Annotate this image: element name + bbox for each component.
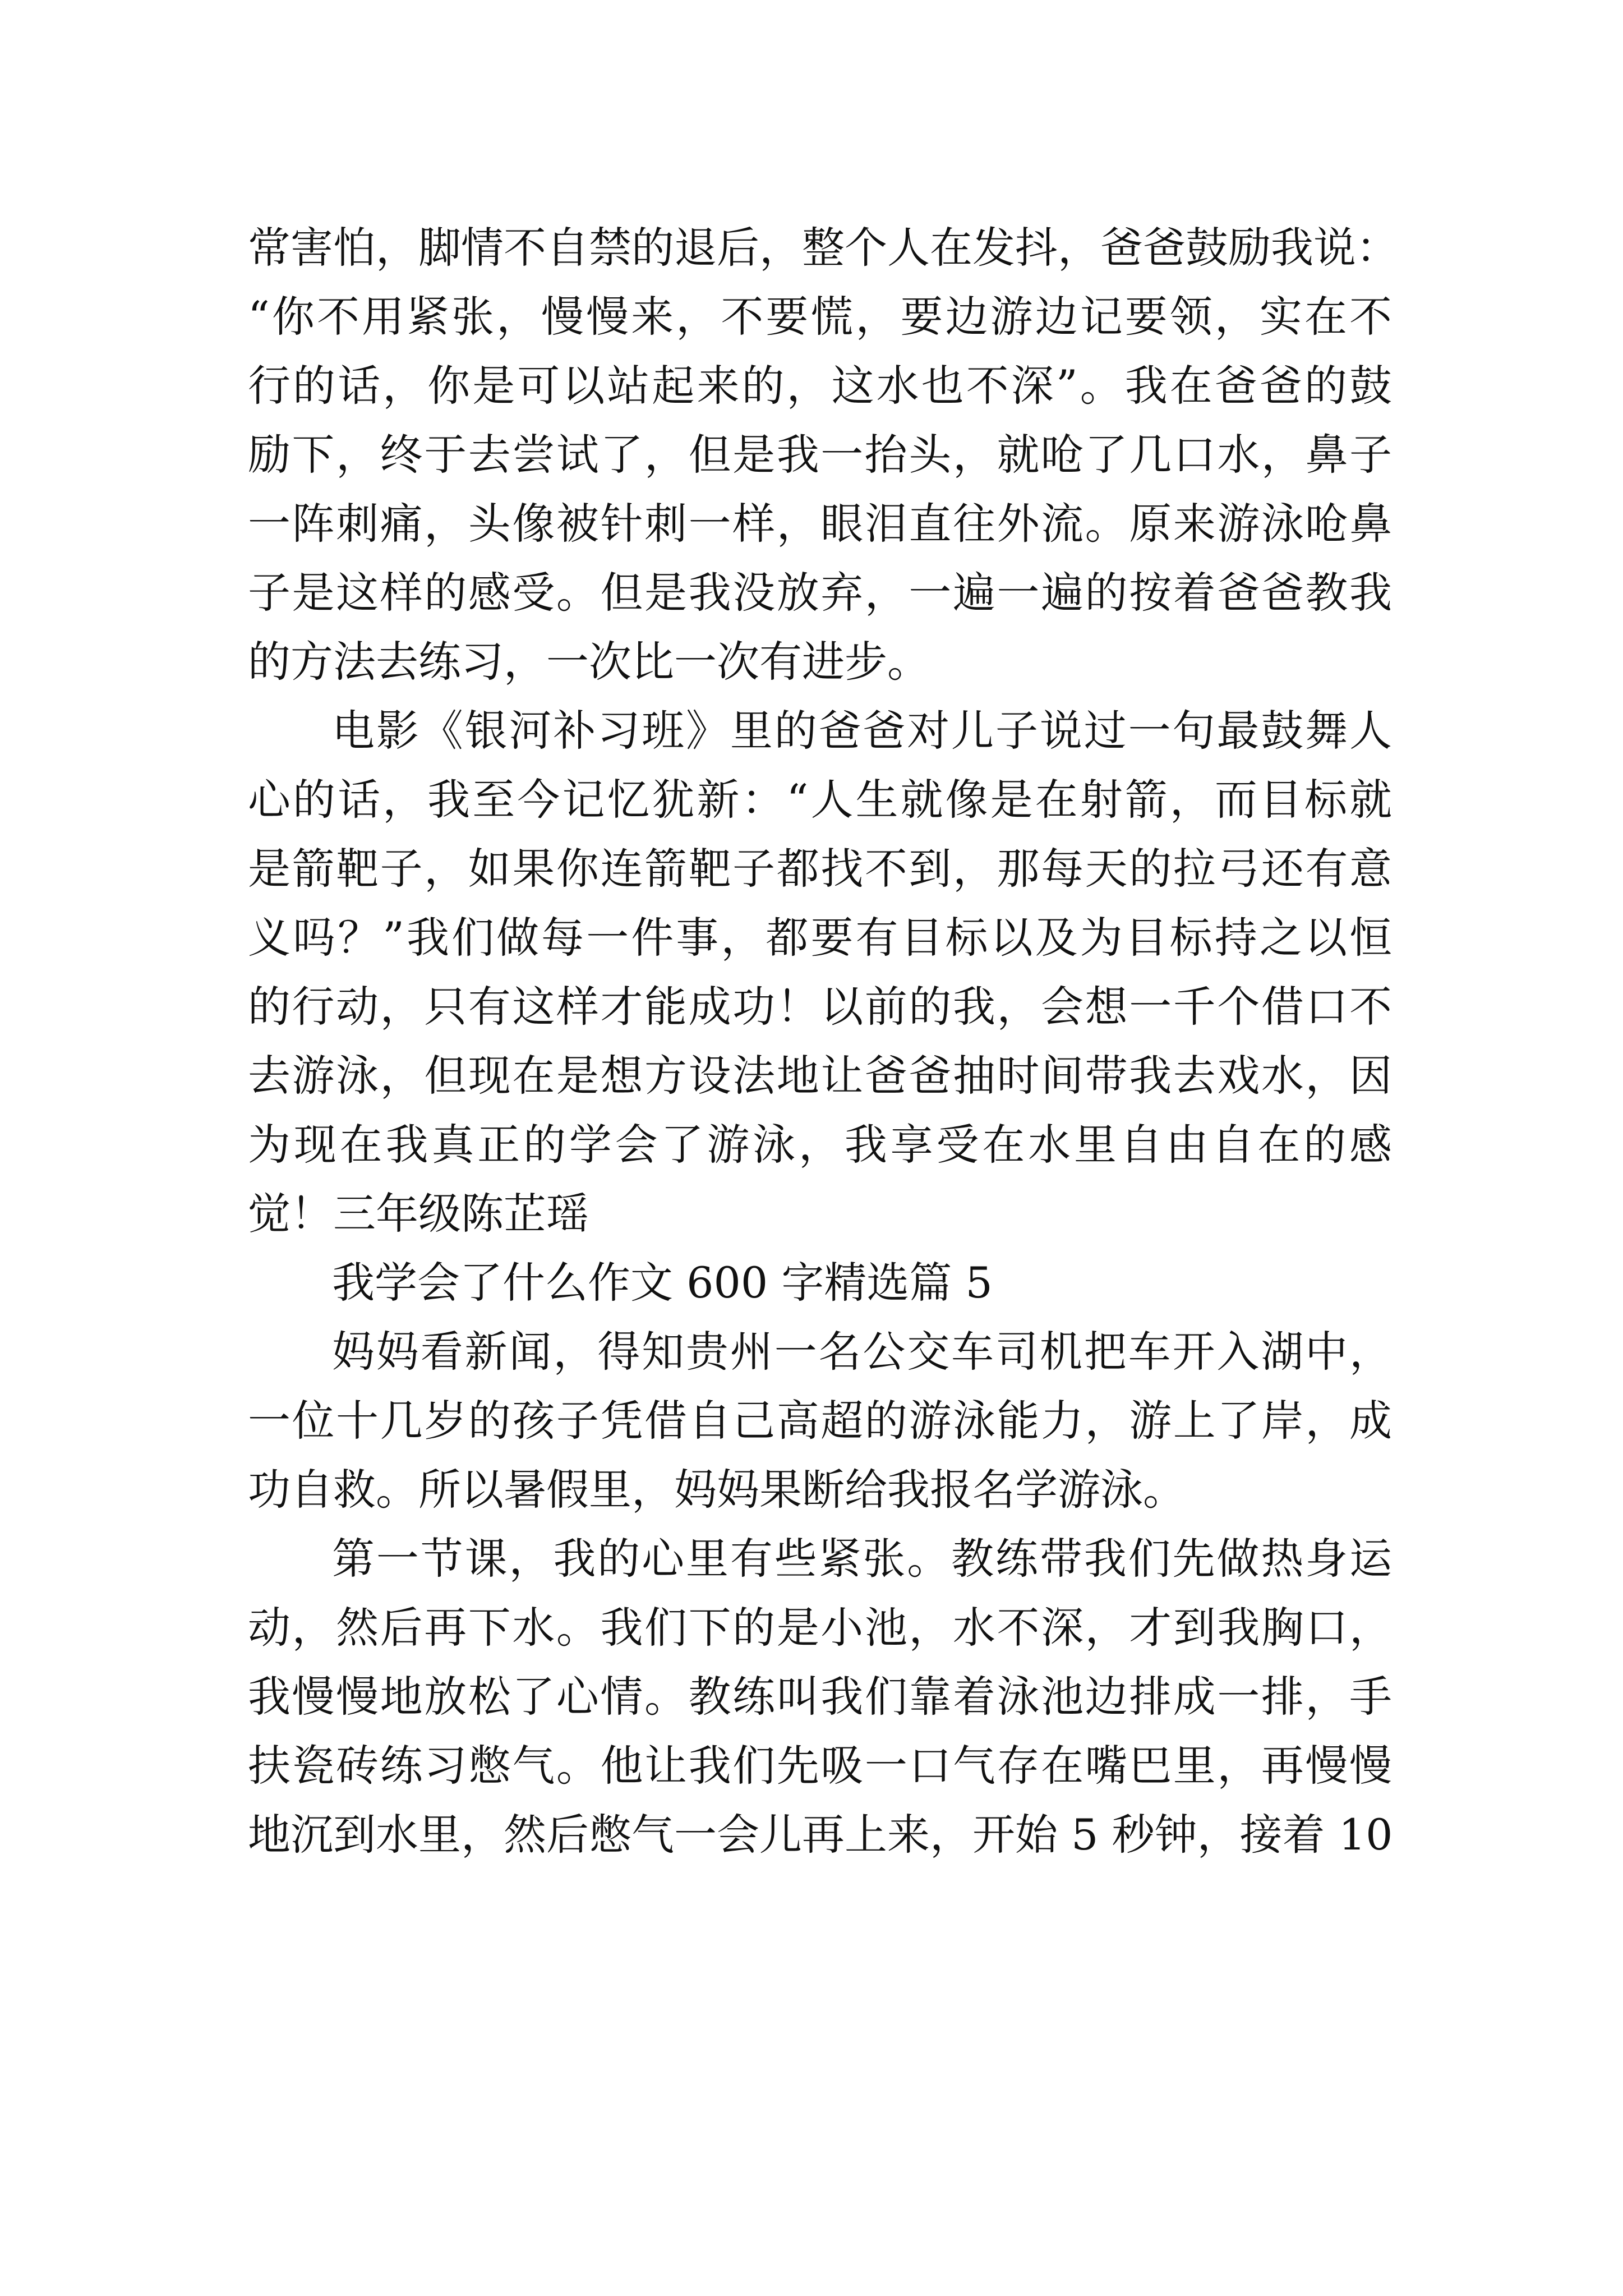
body-line: 励下，终于去尝试了，但是我一抬头，就呛了几口水，鼻子 xyxy=(248,430,1392,480)
body-line: 心的话，我至今记忆犹新：“人生就像是在射箭，而目标就 xyxy=(248,775,1392,825)
body-line: 是箭靶子，如果你连箭靶子都找不到，那每天的拉弓还有意 xyxy=(248,844,1392,894)
body-line: 我慢慢地放松了心情。教练叫我们靠着泳池边排成一排，手 xyxy=(248,1672,1392,1722)
paragraph-first-line: 电影《银河补习班》里的爸爸对儿子说过一句最鼓舞人 xyxy=(332,706,1392,756)
paragraph-first-line: 第一节课，我的心里有些紧张。教练带我们先做热身运 xyxy=(332,1534,1392,1584)
paragraph-first-line: 妈妈看新闻，得知贵州一名公交车司机把车开入湖中， xyxy=(332,1327,1392,1377)
body-line: 行的话，你是可以站起来的，这水也不深”。我在爸爸的鼓 xyxy=(248,361,1392,411)
body-line: “你不用紧张，慢慢来，不要慌，要边游边记要领，实在不 xyxy=(248,292,1392,342)
body-line: 动，然后再下水。我们下的是小池，水不深，才到我胸口， xyxy=(248,1603,1392,1653)
section-heading: 我学会了什么作文 600 字精选篇 5 xyxy=(332,1258,993,1308)
body-line: 常害怕，脚情不自禁的退后，整个人在发抖，爸爸鼓励我说： xyxy=(248,223,1399,273)
body-line: 功自救。所以暑假里，妈妈果断给我报名学游泳。 xyxy=(248,1465,1186,1515)
body-line: 子是这样的感受。但是我没放弃，一遍一遍的按着爸爸教我 xyxy=(248,568,1392,618)
body-line: 一位十几岁的孩子凭借自己高超的游泳能力，游上了岸，成 xyxy=(248,1396,1392,1446)
body-line: 的行动，只有这样才能成功！以前的我，会想一千个借口不 xyxy=(248,982,1392,1032)
body-line: 的方法去练习，一次比一次有进步。 xyxy=(248,637,930,687)
article-body xyxy=(248,213,1399,1869)
body-line: 去游泳，但现在是想方设法地让爸爸抽时间带我去戏水，因 xyxy=(248,1051,1392,1101)
body-line: 为现在我真正的学会了游泳，我享受在水里自由自在的感 xyxy=(248,1120,1392,1170)
body-line: 扶瓷砖练习憋气。他让我们先吸一口气存在嘴巴里，再慢慢 xyxy=(248,1741,1392,1791)
body-line: 觉！三年级陈芷瑶 xyxy=(248,1189,589,1239)
body-line: 义吗？”我们做每一件事，都要有目标以及为目标持之以恒 xyxy=(248,913,1392,963)
body-line: 一阵刺痛，头像被针刺一样，眼泪直往外流。原来游泳呛鼻 xyxy=(248,499,1392,549)
body-line: 地沉到水里，然后憋气一会儿再上来，开始 5 秒钟，接着 10 xyxy=(248,1810,1393,1860)
